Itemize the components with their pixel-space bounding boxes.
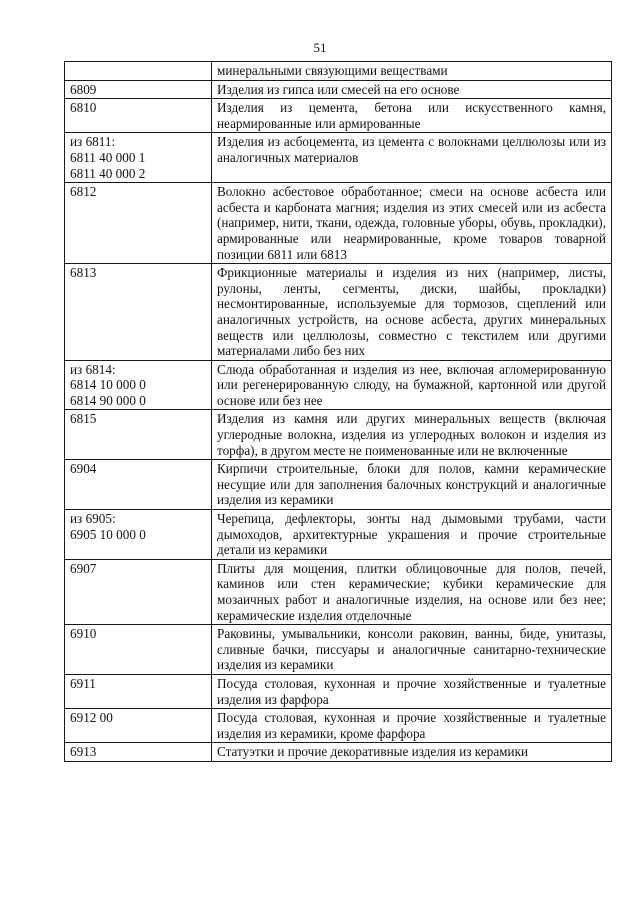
goods-description: Изделия из цемента, бетона или искусственного камня, неармированные или армированные <box>212 99 612 133</box>
table-row <box>65 460 612 510</box>
goods-description: Фрикционные материалы и изделия из них (например, листы, рулоны, ленты, сегменты, диски, шайбы, прокладки) несмонтированные, используемые для тормозов, сцеплений или аналогичных устройств, на основе асбеста, других минеральных веществ или целлюлозы, совместно с текстилем или другими материалами либо без них <box>212 264 612 361</box>
goods-description: Изделия из гипса или смесей на его основе <box>212 80 612 99</box>
hs-code: 6910 <box>65 625 212 675</box>
hs-code: 6913 <box>65 743 212 762</box>
hs-code <box>65 62 212 81</box>
table-row <box>65 133 612 183</box>
table-row <box>65 183 612 264</box>
table-row <box>65 625 612 675</box>
hs-code: 6904 <box>65 460 212 510</box>
table-row <box>65 99 612 133</box>
hs-code: 6809 <box>65 80 212 99</box>
goods-description: минеральными связующими веществами <box>212 62 612 81</box>
table-row <box>65 559 612 624</box>
page-number: 51 <box>313 40 327 55</box>
table-row <box>65 360 612 410</box>
goods-table <box>64 61 612 762</box>
table-row <box>65 80 612 99</box>
hs-code: 6907 <box>65 559 212 624</box>
table-row <box>65 743 612 762</box>
goods-description: Кирпичи строительные, блоки для полов, камни керамические несущие или для заполнения балочных конструкций и аналогичные изделия из керамики <box>212 460 612 510</box>
goods-description: Изделия из камня или других минеральных веществ (включая углеродные волокна, изделия из углеродных волокон и изделия из торфа), в другом месте не поименованные или не включенные <box>212 410 612 460</box>
goods-description: Посуда столовая, кухонная и прочие хозяйственные и туалетные изделия из керамики, кроме фарфора <box>212 709 612 743</box>
table-row <box>65 510 612 560</box>
hs-code: 6812 <box>65 183 212 264</box>
goods-description: Статуэтки и прочие декоративные изделия из керамики <box>212 743 612 762</box>
hs-code: 6813 <box>65 264 212 361</box>
goods-description: Изделия из асбоцемента, из цемента с волокнами целлюлозы или из аналогичных материалов <box>212 133 612 183</box>
goods-description: Волокно асбестовое обработанное; смеси на основе асбеста или асбеста и карбоната магния; изделия из этих смесей или из асбеста (например, нити, ткани, одежда, головные уборы, обувь, прокладки), армированные или неармированные, кроме товаров товарной позиции 6811 или 6813 <box>212 183 612 264</box>
hs-code: из 6814: 6814 10 000 0 6814 90 000 0 <box>65 360 212 410</box>
goods-description: Посуда столовая, кухонная и прочие хозяйственные и туалетные изделия из фарфора <box>212 674 612 708</box>
table-row <box>65 709 612 743</box>
table-row <box>65 264 612 361</box>
goods-description: Плиты для мощения, плитки облицовочные для полов, печей, каминов или стен керамические; кубики керамические для мозаичных работ и аналогичные изделия, на основе или без нее; керамические изделия отделочные <box>212 559 612 624</box>
hs-code: из 6905: 6905 10 000 0 <box>65 510 212 560</box>
goods-description: Раковины, умывальники, консоли раковин, ванны, биде, унитазы, сливные бачки, писсуары и аналогичные санитарно-технические изделия из керамики <box>212 625 612 675</box>
table-row <box>65 674 612 708</box>
hs-code: 6912 00 <box>65 709 212 743</box>
goods-description: Черепица, дефлекторы, зонты над дымовыми трубами, части дымоходов, архитектурные украшения и прочие строительные детали из керамики <box>212 510 612 560</box>
hs-code: 6911 <box>65 674 212 708</box>
goods-description: Слюда обработанная и изделия из нее, включая агломерированную или регенерированную слюду, на бумажной, картонной или другой основе или без нее <box>212 360 612 410</box>
table-row <box>65 62 612 81</box>
table-row <box>65 410 612 460</box>
hs-code: 6815 <box>65 410 212 460</box>
hs-code: 6810 <box>65 99 212 133</box>
hs-code: из 6811: 6811 40 000 1 6811 40 000 2 <box>65 133 212 183</box>
